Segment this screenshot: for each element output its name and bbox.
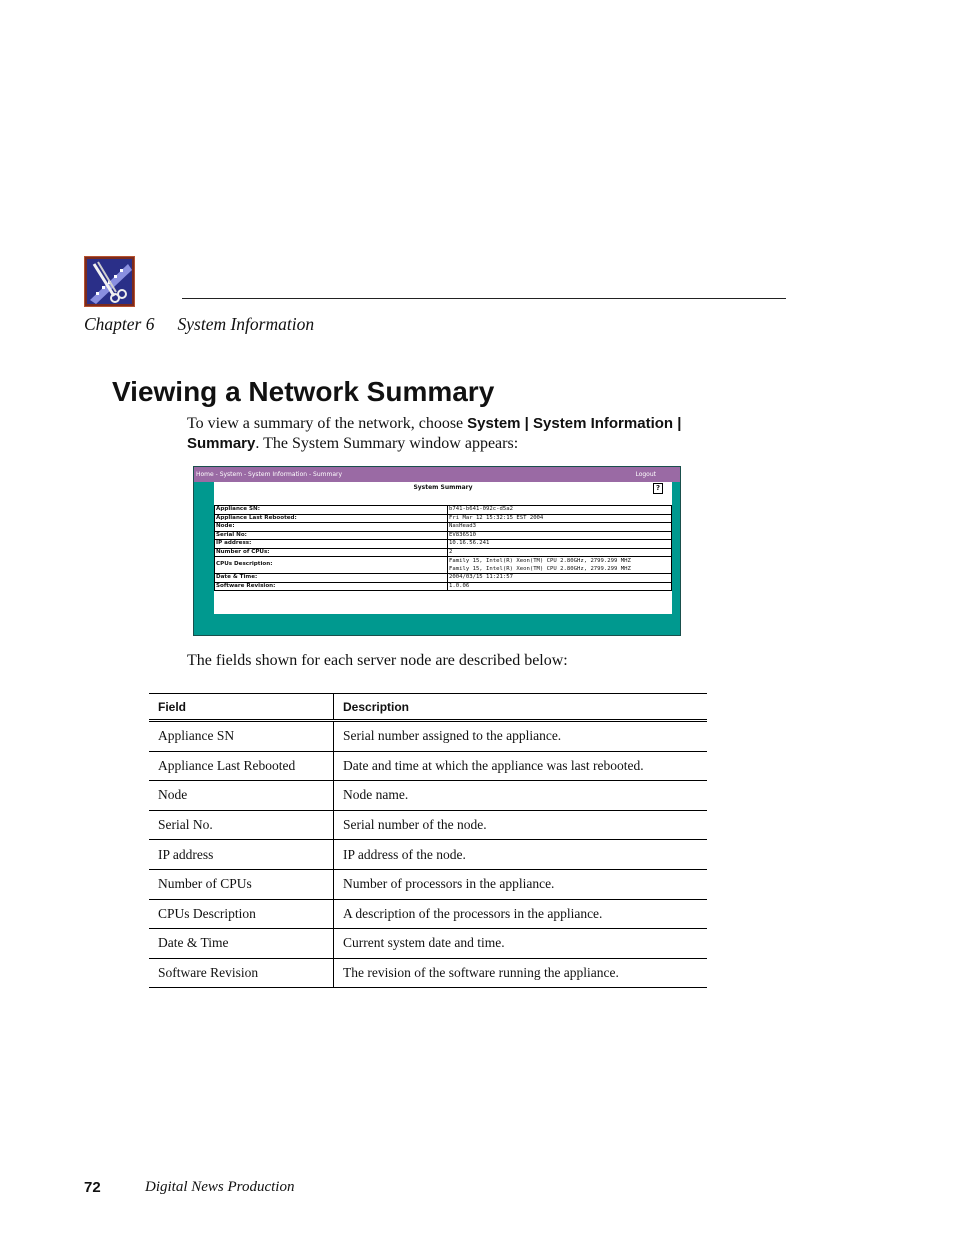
- page-number: 72: [84, 1179, 101, 1196]
- screenshot-row: [215, 582, 672, 591]
- screenshot-row: [215, 574, 672, 583]
- table-row: [149, 840, 707, 870]
- screenshot-summary-table: [214, 505, 672, 591]
- description-cell: IP address of the node.: [334, 840, 708, 870]
- screenshot-row-value: 2: [448, 548, 672, 557]
- screenshot-row-label: Number of CPUs:: [215, 548, 448, 557]
- screenshot-row: [215, 548, 672, 557]
- description-cell: Serial number assigned to the appliance.: [334, 721, 708, 752]
- description-cell: Current system date and time.: [334, 929, 708, 959]
- description-column-header: Description: [334, 694, 708, 721]
- field-cell: Number of CPUs: [149, 869, 334, 899]
- screenshot-row-label: Appliance Last Rebooted:: [215, 514, 448, 523]
- screenshot-row-label: Date & Time:: [215, 574, 448, 583]
- screenshot-row-value: [448, 557, 672, 574]
- book-title: Digital News Production: [145, 1179, 295, 1195]
- screenshot-row-value: 1.0.06: [448, 582, 672, 591]
- help-icon: ?: [653, 483, 663, 494]
- intro-paragraph: [187, 414, 747, 453]
- screenshot-row-value: NasHead3: [448, 523, 672, 532]
- field-cell: Date & Time: [149, 929, 334, 959]
- screenshot-nav-bar: [194, 467, 680, 482]
- screenshot-row: [215, 557, 672, 574]
- intro-text-after: . The System Summary window appears:: [255, 434, 519, 452]
- description-cell: Node name.: [334, 781, 708, 811]
- screenshot-row-label: CPUs Description:: [215, 557, 448, 574]
- screenshot-logout-link: Logout: [635, 471, 656, 478]
- table-row: [149, 869, 707, 899]
- screenshot-breadcrumb: Home - System - System Information - Summary: [196, 471, 343, 478]
- field-description-table: [149, 693, 707, 988]
- system-summary-screenshot: [193, 466, 681, 636]
- fields-intro-paragraph: The fields shown for each server node are described below:: [187, 652, 568, 669]
- table-row: [149, 810, 707, 840]
- screenshot-heading: System Summary: [413, 484, 473, 491]
- description-cell: Serial number of the node.: [334, 810, 708, 840]
- screenshot-row-value: 2004/03/15 11:21:57: [448, 574, 672, 583]
- description-cell: The revision of the software running the appliance.: [334, 958, 708, 988]
- screenshot-row-label: Software Revision:: [215, 582, 448, 591]
- table-header-row: [149, 694, 707, 721]
- cpu-line-2: Family 15, Intel(R) Xeon(TM) CPU 2.80GHz, 2799.299 MHZ: [449, 566, 631, 572]
- screenshot-row: [215, 523, 672, 532]
- table-row: [149, 781, 707, 811]
- field-cell: Software Revision: [149, 958, 334, 988]
- screenshot-row: [215, 540, 672, 549]
- table-row: [149, 751, 707, 781]
- screenshot-row-value: Fri Mar 12 15:32:15 EST 2004: [448, 514, 672, 523]
- screenshot-row-label: Appliance SN:: [215, 506, 448, 515]
- screenshot-row: [215, 514, 672, 523]
- table-row: [149, 899, 707, 929]
- field-column-header: Field: [149, 694, 334, 721]
- field-cell: Node: [149, 781, 334, 811]
- screenshot-row: [215, 531, 672, 540]
- table-row: [149, 929, 707, 959]
- menu-path: System | System Information | Summary: [187, 415, 682, 452]
- chapter-title: System Information: [177, 314, 315, 334]
- screenshot-row: [215, 506, 672, 515]
- description-cell: Date and time at which the appliance was last rebooted.: [334, 751, 708, 781]
- screenshot-row-value: EV836510: [448, 531, 672, 540]
- screenshot-content-panel: [214, 482, 672, 614]
- field-cell: Appliance SN: [149, 721, 334, 752]
- section-title: Viewing a Network Summary: [112, 376, 495, 407]
- description-cell: Number of processors in the appliance.: [334, 869, 708, 899]
- table-row: [149, 958, 707, 988]
- intro-text-before: To view a summary of the network, choose: [187, 415, 468, 432]
- field-cell: Serial No.: [149, 810, 334, 840]
- screenshot-row-label: IP address:: [215, 540, 448, 549]
- description-cell: A description of the processors in the appliance.: [334, 899, 708, 929]
- field-cell: CPUs Description: [149, 899, 334, 929]
- chapter-label: Chapter 6: [84, 314, 155, 334]
- screenshot-row-label: Serial No:: [215, 531, 448, 540]
- cpu-line-1: Family 15, Intel(R) Xeon(TM) CPU 2.80GHz, 2799.299 MHZ: [449, 558, 631, 564]
- chapter-heading: [84, 314, 314, 335]
- film-strip-scissors-logo-icon: [84, 256, 135, 307]
- field-cell: Appliance Last Rebooted: [149, 751, 334, 781]
- table-row: [149, 721, 707, 752]
- header-rule: [182, 298, 786, 299]
- field-cell: IP address: [149, 840, 334, 870]
- screenshot-row-value: b741-b641-092c-d5a2: [448, 506, 672, 515]
- screenshot-row-label: Node:: [215, 523, 448, 532]
- screenshot-row-value: 10.16.56.241: [448, 540, 672, 549]
